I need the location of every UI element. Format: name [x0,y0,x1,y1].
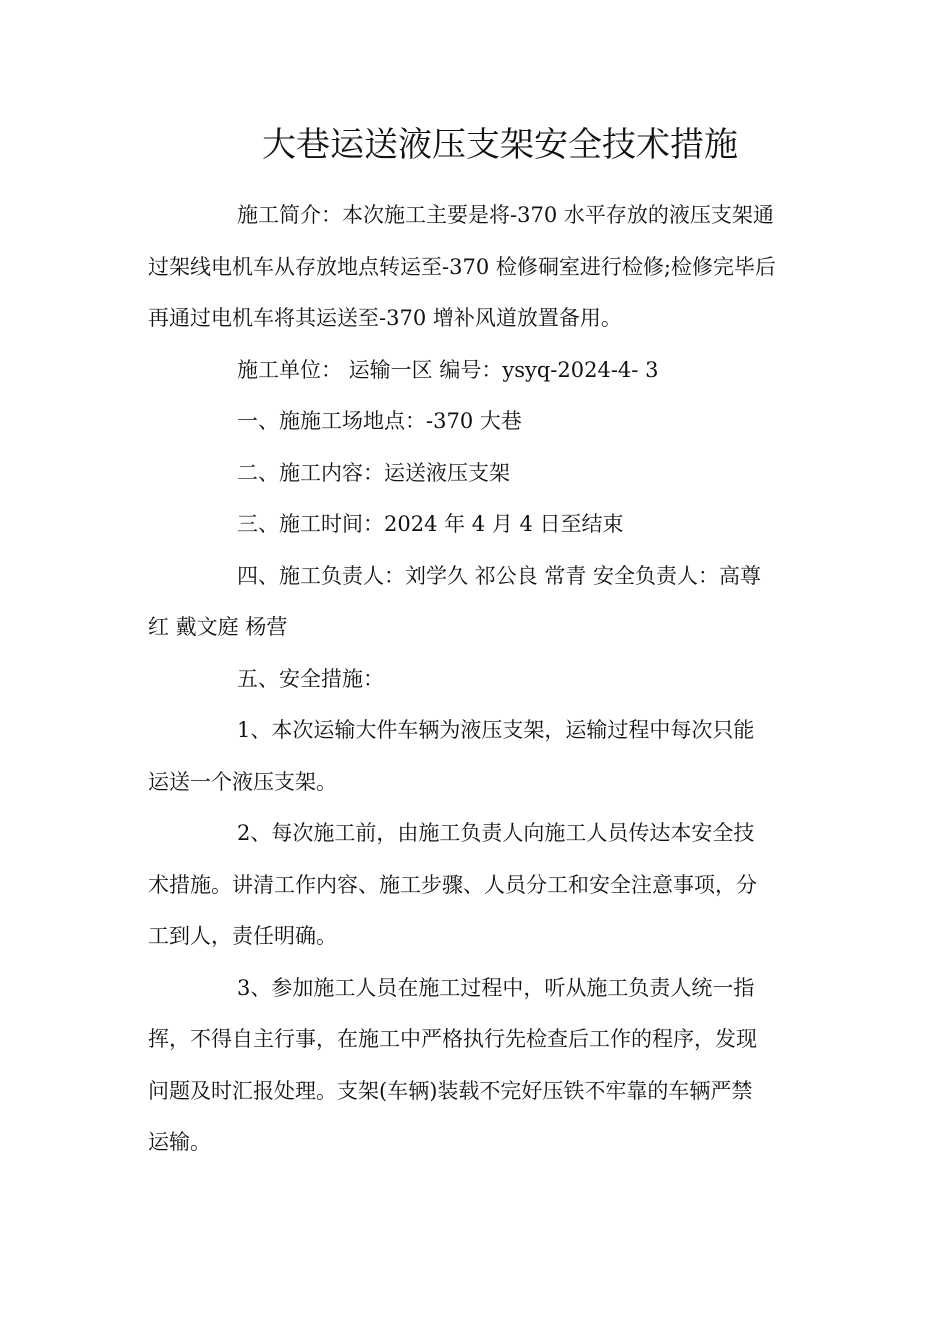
body-line: 施工单位： 运输一区 编号：ysyq-2024-4- 3 [237,357,659,382]
body-line: 再通过电机车将其运送至-370 增补风道放置备用。 [148,306,622,330]
body-line: 四、施工负责人：刘学久 祁公良 常青 安全负责人：高尊 [237,563,762,588]
body-line: 2、每次施工前，由施工负责人向施工人员传达本安全技 [237,821,755,845]
body-line: 过架线电机车从存放地点转运至-370 检修硐室进行检修;检修完毕后 [148,254,776,279]
body-line: 挥，不得自主行事，在施工中严格执行先检查后工作的程序，发现 [148,1027,757,1051]
body-line: 二、施工内容：运送液压支架 [237,460,510,485]
body-line: 运输。 [148,1130,211,1154]
body-line: 三、施工时间：2024 年 4 月 4 日至结束 [237,512,624,536]
document-body [148,190,808,1169]
body-line: 一、施施工场地点：-370 大巷 [237,409,522,433]
body-line: 五、安全措施： [237,666,384,691]
body-line: 术措施。讲清工作内容、施工步骤、人员分工和安全注意事项，分 [148,872,757,897]
body-line: 运送一个液压支架。 [148,769,337,794]
body-line: 3、参加施工人员在施工过程中，听从施工负责人统一指 [237,975,755,1000]
body-line: 问题及时汇报处理。支架(车辆)装载不完好压铁不牢靠的车辆严禁 [148,1078,753,1103]
body-line: 工到人，责任明确。 [148,924,337,948]
body-line: 1、本次运输大件车辆为液压支架，运输过程中每次只能 [237,718,755,742]
body-line: 施工简介：本次施工主要是将-370 水平存放的液压支架通 [237,203,774,227]
body-line: 红 戴文庭 杨营 [148,615,288,639]
document-title: 大巷运送液压支架安全技术措施 [262,125,738,165]
